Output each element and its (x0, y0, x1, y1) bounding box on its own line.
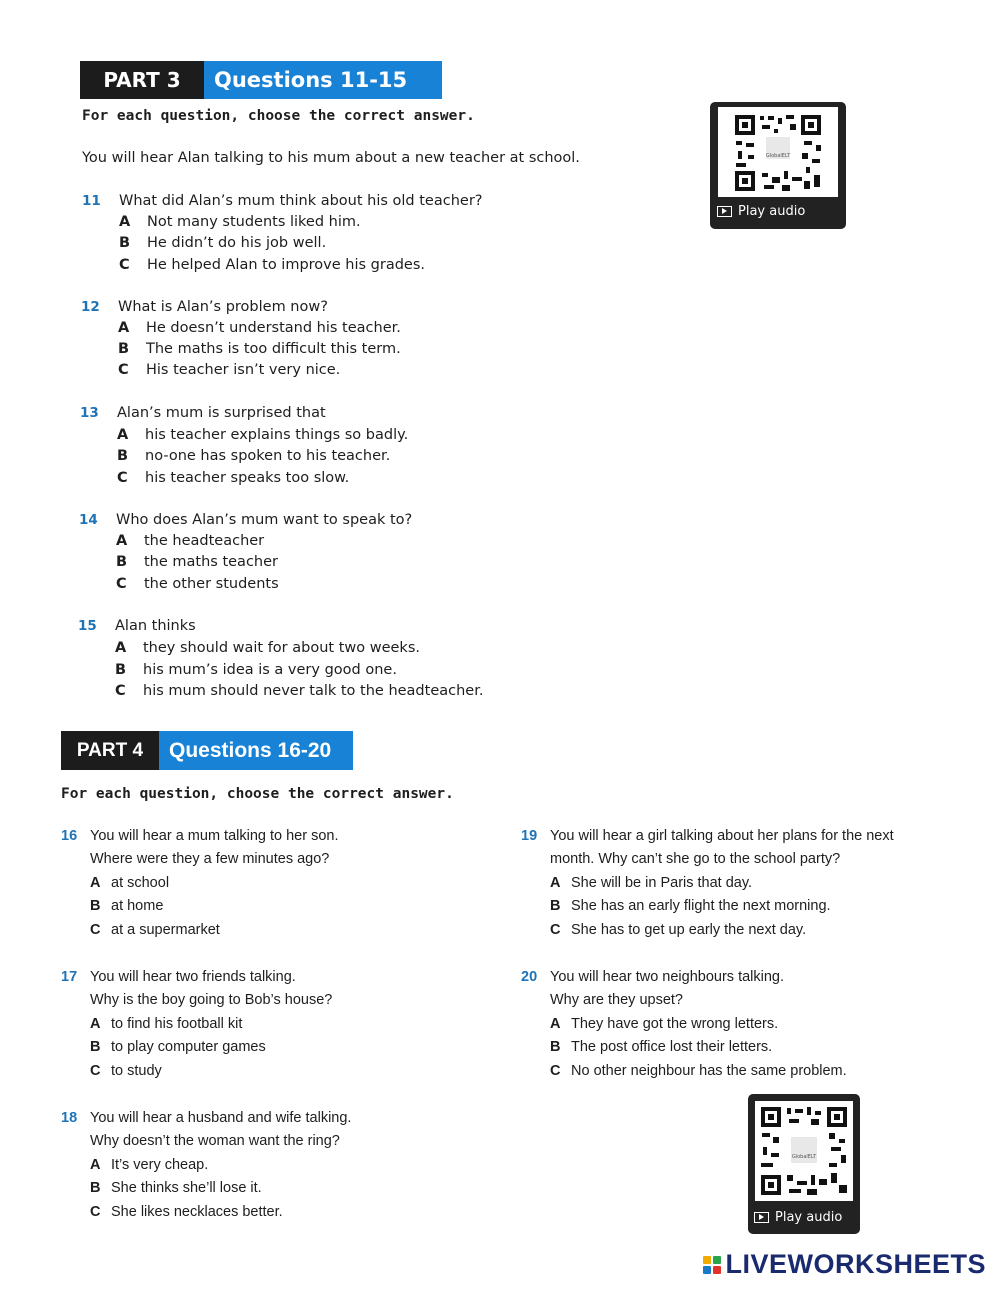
question-context: You will hear a girl talking about her plans for the next (550, 828, 894, 844)
play-audio-label: Play audio (775, 1210, 843, 1225)
option-c[interactable] (90, 1060, 162, 1084)
play-icon (717, 206, 732, 217)
option-letter: B (118, 341, 130, 357)
option-a[interactable] (90, 1154, 208, 1178)
option-text: the maths teacher (144, 554, 278, 570)
option-b[interactable] (550, 895, 831, 919)
option-text: to play computer games (111, 1039, 266, 1055)
part3-label: PART 3 (80, 61, 204, 99)
option-text: his mum should never talk to the headteacher. (143, 683, 484, 699)
option-b[interactable] (116, 552, 278, 574)
part3-context: You will hear Alan talking to his mum about a new teacher at school. (82, 150, 580, 166)
option-text: The post office lost their letters. (571, 1039, 773, 1055)
question-11 (82, 191, 642, 281)
option-a[interactable] (550, 1013, 778, 1037)
question-number: 18 (61, 1110, 78, 1126)
part4-label: PART 4 (61, 731, 159, 770)
option-b[interactable] (117, 446, 390, 468)
question-20 (521, 966, 961, 1084)
option-text: It’s very cheap. (111, 1157, 209, 1173)
option-text: his teacher explains things so badly. (145, 427, 409, 443)
part3-questions-label: Questions 11-15 (204, 61, 442, 99)
option-letter: B (90, 1039, 101, 1055)
option-letter: C (90, 1204, 101, 1220)
question-number: 14 (79, 512, 98, 528)
option-b[interactable] (90, 895, 163, 919)
option-letter: C (90, 922, 101, 938)
option-a[interactable] (118, 318, 401, 340)
option-text: to study (111, 1063, 162, 1079)
play-audio-button[interactable] (754, 1210, 842, 1225)
question-14 (79, 510, 639, 600)
option-text: to find his football kit (111, 1016, 243, 1032)
option-text: She has to get up early the next day. (571, 922, 807, 938)
option-a[interactable] (116, 531, 264, 553)
option-letter: A (550, 1016, 561, 1032)
option-letter: C (115, 683, 126, 699)
question-16 (61, 825, 481, 943)
qr-code (755, 1101, 853, 1201)
option-letter: C (116, 576, 127, 592)
question-number: 13 (80, 405, 99, 421)
question-number: 12 (81, 299, 100, 315)
question-stem: What is Alan’s problem now? (118, 299, 328, 315)
option-letter: B (116, 554, 128, 570)
option-letter: B (117, 448, 129, 464)
option-text: The maths is too difficult this term. (146, 341, 401, 357)
option-letter: A (119, 214, 131, 230)
option-a[interactable] (90, 1013, 242, 1037)
option-text: they should wait for about two weeks. (143, 640, 420, 656)
question-context: You will hear two friends talking. (90, 969, 296, 985)
question-17 (61, 966, 481, 1084)
option-letter: C (119, 257, 130, 273)
option-text: She will be in Paris that day. (571, 875, 753, 891)
option-letter: A (117, 427, 129, 443)
qr-code-icon (718, 107, 838, 197)
question-15 (78, 616, 638, 706)
question-context: You will hear a mum talking to her son. (90, 828, 339, 844)
part4-header (61, 731, 353, 770)
question-stem: month. Why can’t she go to the school party? (550, 851, 841, 867)
option-b[interactable] (119, 233, 326, 255)
question-12 (81, 297, 641, 387)
option-text: Not many students liked him. (147, 214, 361, 230)
question-stem: Why is the boy going to Bob’s house? (90, 992, 333, 1008)
part3-instruction: For each question, choose the correct answer. (82, 108, 475, 124)
liveworksheets-logo (703, 1249, 986, 1280)
option-letter: C (550, 922, 561, 938)
option-c[interactable] (90, 919, 220, 943)
option-b[interactable] (550, 1036, 772, 1060)
question-stem: Where were they a few minutes ago? (90, 851, 330, 867)
audio-card-part4[interactable] (748, 1094, 860, 1234)
option-text: She has an early flight the next morning. (571, 898, 831, 914)
option-text: She likes necklaces better. (111, 1204, 283, 1220)
question-number: 16 (61, 828, 78, 844)
option-c[interactable] (90, 1201, 283, 1225)
option-text: His teacher isn’t very nice. (146, 362, 341, 378)
option-b[interactable] (115, 660, 397, 682)
qr-code (718, 107, 838, 197)
play-icon (754, 1212, 769, 1223)
question-number: 20 (521, 969, 538, 985)
question-stem: What did Alan’s mum think about his old teacher? (119, 193, 483, 209)
option-letter: A (118, 320, 130, 336)
logo-text: LIVEWORKSHEETS (725, 1249, 986, 1279)
option-letter: B (90, 1180, 101, 1196)
option-letter: B (550, 1039, 561, 1055)
question-13 (80, 403, 640, 493)
question-number: 11 (82, 193, 101, 209)
question-context: You will hear two neighbours talking. (550, 969, 785, 985)
play-audio-label: Play audio (738, 204, 806, 219)
option-letter: C (90, 1063, 101, 1079)
option-letter: B (115, 662, 127, 678)
question-18 (61, 1107, 481, 1225)
option-letter: A (550, 875, 561, 891)
qr-caption: GlobalELT (765, 153, 791, 159)
option-letter: A (90, 1157, 101, 1173)
option-c[interactable] (550, 1060, 847, 1084)
option-letter: B (119, 235, 131, 251)
option-text: She thinks she’ll lose it. (111, 1180, 262, 1196)
option-text: no-one has spoken to his teacher. (145, 448, 391, 464)
option-text: the headteacher (144, 533, 265, 549)
question-stem: Why doesn’t the woman want the ring? (90, 1133, 340, 1149)
option-text: his mum’s idea is a very good one. (143, 662, 397, 678)
question-stem: Alan’s mum is surprised that (117, 405, 326, 421)
option-a[interactable] (90, 872, 169, 896)
option-text: at school (111, 875, 170, 891)
question-number: 19 (521, 828, 538, 844)
qr-code-icon (755, 1101, 853, 1201)
logo-mark-icon (703, 1256, 721, 1274)
option-text: He didn’t do his job well. (147, 235, 327, 251)
option-letter: A (116, 533, 128, 549)
question-19 (521, 825, 961, 943)
play-audio-button[interactable] (717, 204, 805, 219)
option-a[interactable] (117, 425, 408, 447)
option-b[interactable] (118, 339, 401, 361)
audio-card-part3[interactable] (710, 102, 846, 229)
option-c[interactable] (116, 574, 279, 596)
option-letter: C (118, 362, 129, 378)
option-letter: A (90, 1016, 101, 1032)
qr-caption: GlobalELT (791, 1154, 817, 1160)
option-c[interactable] (550, 919, 806, 943)
option-letter: C (117, 470, 128, 486)
option-c[interactable] (115, 681, 483, 703)
part3-header (80, 61, 442, 99)
option-text: at home (111, 898, 164, 914)
option-letter: C (550, 1063, 561, 1079)
option-a[interactable] (115, 638, 420, 660)
option-text: at a supermarket (111, 922, 220, 938)
option-letter: A (90, 875, 101, 891)
option-text: his teacher speaks too slow. (145, 470, 350, 486)
question-number: 17 (61, 969, 78, 985)
question-number: 15 (78, 618, 97, 634)
part4-questions-label: Questions 16-20 (159, 731, 353, 770)
option-a[interactable] (119, 212, 361, 234)
question-stem: Alan thinks (115, 618, 196, 634)
option-letter: A (115, 640, 127, 656)
part4-instruction: For each question, choose the correct answer. (61, 786, 454, 802)
option-text: No other neighbour has the same problem. (571, 1063, 847, 1079)
question-stem: Who does Alan’s mum want to speak to? (116, 512, 413, 528)
option-text: They have got the wrong letters. (571, 1016, 779, 1032)
option-a[interactable] (550, 872, 752, 896)
option-c[interactable] (117, 468, 349, 490)
option-c[interactable] (118, 360, 340, 382)
option-letter: B (550, 898, 561, 914)
option-text: He doesn’t understand his teacher. (146, 320, 401, 336)
question-context: You will hear a husband and wife talking. (90, 1110, 352, 1126)
option-text: the other students (144, 576, 279, 592)
option-b[interactable] (90, 1177, 262, 1201)
option-c[interactable] (119, 255, 425, 277)
option-text: He helped Alan to improve his grades. (147, 257, 426, 273)
option-letter: B (90, 898, 101, 914)
option-b[interactable] (90, 1036, 266, 1060)
question-stem: Why are they upset? (550, 992, 683, 1008)
